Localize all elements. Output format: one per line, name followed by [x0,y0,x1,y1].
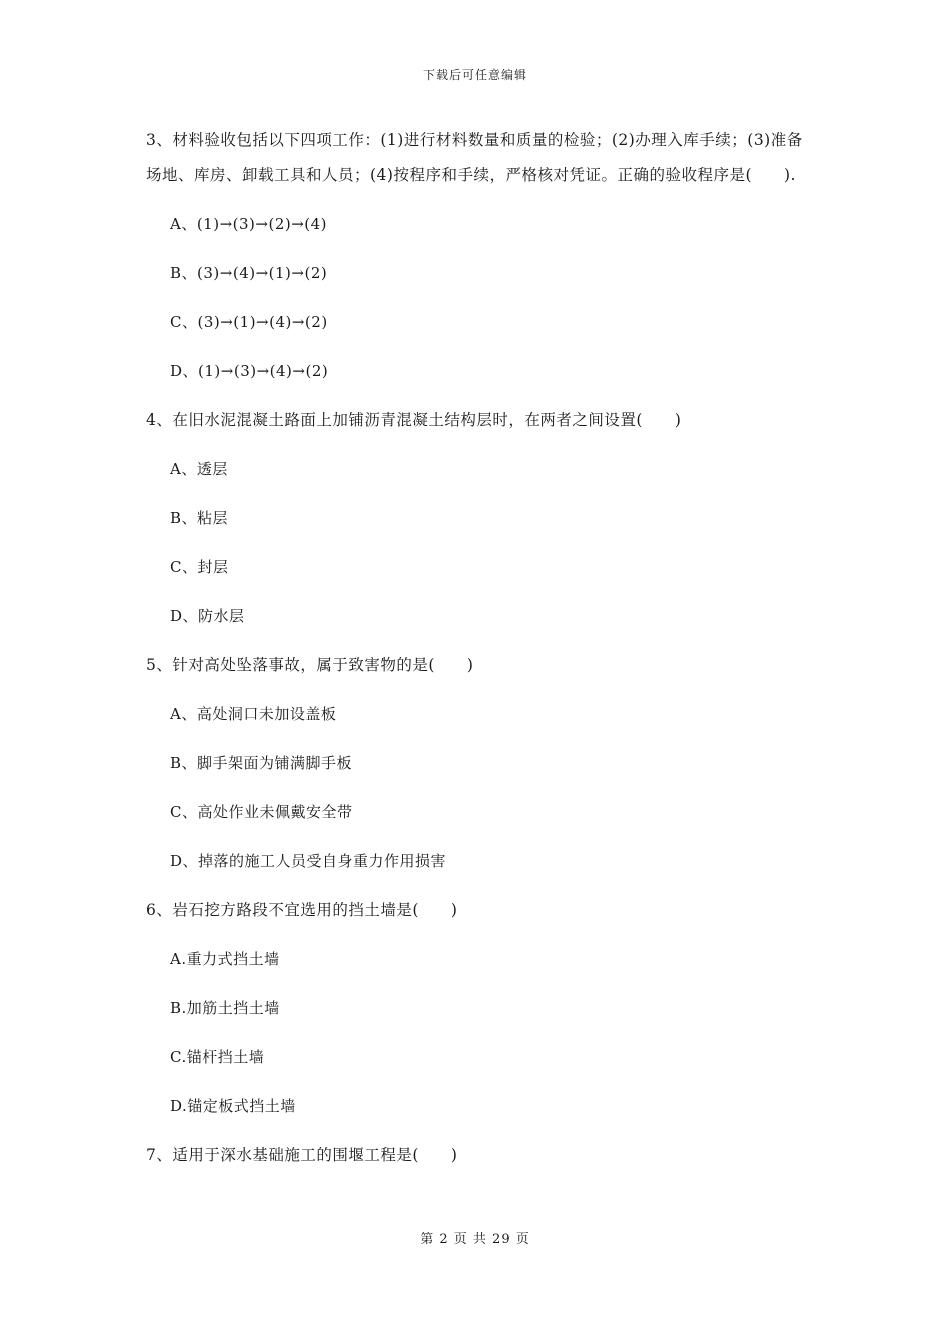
option-c: C.锚杆挡土墙 [170,1048,265,1066]
option-b: B.加筋土挡土墙 [170,999,280,1017]
option-b: B、脚手架面为铺满脚手板 [170,754,353,772]
page-header: 下载后可任意编辑 [422,68,527,82]
question-text: 7、适用于深水基础施工的围堰工程是( ) [146,1146,458,1164]
option-c: C、封层 [170,558,229,576]
question-7 [146,1138,811,1173]
option-a: A、(1)→(3)→(2)→(4) [170,215,328,233]
question-text: 6、岩石挖方路段不宜选用的挡土墙是( ) [146,901,458,919]
question-6 [146,893,811,1124]
option-c: C、(3)→(1)→(4)→(2) [170,313,328,331]
option-d: D、(1)→(3)→(4)→(2) [170,362,329,380]
option-d: D、防水层 [170,607,245,625]
option-d: D、掉落的施工人员受自身重力作用损害 [170,852,447,870]
page-number: 第 2 页 共 29 页 [420,1232,530,1247]
question-4 [146,403,811,634]
question-text: 3、材料验收包括以下四项工作：(1)进行材料数量和质量的检验；(2)办理入库手续；(3)准备场地、库房、卸载工具和人员；(4)按程序和手续，严格核对凭证。正确的验收程序是( ). [146,131,803,184]
option-b: B、(3)→(4)→(1)→(2) [170,264,328,282]
option-b: B、粘层 [170,509,229,527]
option-a: A.重力式挡土墙 [170,950,280,968]
question-5 [146,648,811,879]
option-c: C、高处作业未佩戴安全带 [170,803,353,821]
option-a: A、高处洞口未加设盖板 [170,705,337,723]
option-a: A、透层 [170,460,228,478]
question-list [146,123,811,1173]
question-text: 4、在旧水泥混凝土路面上加铺沥青混凝土结构层时，在两者之间设置( ) [146,411,682,429]
question-3 [146,123,811,389]
option-d: D.锚定板式挡土墙 [170,1097,296,1115]
question-text: 5、针对高处坠落事故，属于致害物的是( ) [146,656,474,674]
